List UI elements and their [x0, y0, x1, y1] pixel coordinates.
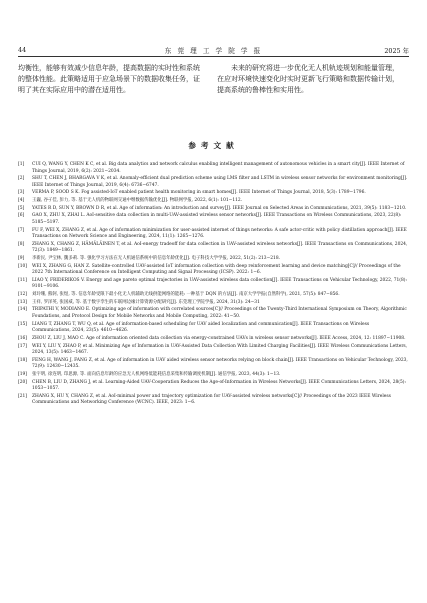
reference-number: [6] [18, 213, 25, 219]
reference-text: FU F, WEI X, ZHANG Z, et al. Age of information minimization for user-assisted internet of things networks: A safe actor-critic with policy distillation approach[J]. IEEE Transactions on Network Science and Engineering, 2024, 11(1): 1265−1276. [32, 227, 407, 240]
reference-number: [3] [18, 190, 25, 196]
reference-text: WEI Y, LIU Y, ZHAO P, et al. Minimizing Age of Information in UAV-Assisted Data Collection With Limited Charging Facilities[J]. IEEE Wireless Communications Letters, 2024, 13(5): 1463−1467. [32, 343, 408, 355]
reference-number: [20] [18, 379, 28, 385]
reference-text: CHEN B, LIU D, ZHANG J, et al. Learning-Aided UAV-Cooperation Reduces the Age-of-Information in Wireless Networks[J]. IEEE Communications Letters, 2024, 28(5): 1053−1057. [32, 379, 406, 392]
reference-text: 刘玲珊, 熊轲, 张煜, 等. 信息年龄受限下最小化无人机辅助无线供能网络的能耗: 一种基于 DQN 的方法[J]. 南京大学学报(自然科学), 2021, 57(5): 847−856. [32, 292, 340, 298]
reference-item [18, 264, 409, 277]
reference-number: [17] [18, 343, 28, 349]
reference-item [18, 372, 409, 379]
reference-item [18, 380, 409, 393]
body-text-right: 未来的研究将进一步优化无人机轨迹规划和能量管理，在应对环境快速变化时实时更新飞行策略和数据传输计划，提高系统的鲁棒性和实用性。 [217, 64, 399, 94]
reference-item [18, 162, 409, 175]
page-number: 44 [18, 46, 27, 54]
reference-item [18, 228, 409, 241]
reference-item [18, 198, 409, 205]
reference-number: [8] [18, 241, 25, 247]
reference-item [18, 322, 409, 335]
reference-number: [19] [18, 371, 28, 377]
reference-text: WEI X, ZHANG G, HAN Z. Satellite-controlled UAV-assisted IoT information collection with deep reinforcement learning and device matching[C]// Proceedings of the 2022 7th International Conference on Intelligent Computing and Signal Processing (ICSP). 2022: 1−6. [32, 263, 401, 276]
journal-title: 东 莞 理 工 学 院 学 报 [164, 47, 263, 55]
reference-item [18, 256, 409, 263]
reference-number: [5] [18, 205, 25, 211]
reference-text: 张宇明, 徐连明, 印思源, 等. 面向信息年龄的应急无人机网络低能耗信息采集和传输调度机制[J]. 通信学报, 2023, 44(3): 1−13. [32, 371, 281, 377]
reference-item [18, 394, 409, 407]
reference-text: 王祥, 罗泽英, 张国威, 等. 基于数字孪生的车联网边缘计算资源分配研究[J]. 东莞理工学院学报, 2024, 31(3): 24−31 [32, 299, 260, 305]
reference-text: 王巍, 谷孑佳, 彭力, 等. 基于无人机的物联网交通中继数据传输优化[J]. 物联网学报, 2022, 6(1): 101−112. [32, 198, 243, 204]
reference-text: ZHANG X, HU Y, CHANG Z, et al. AoI-minimal power and trajectory optimization for UAV-assisted wireless networks[C]// Proceedings of the 2023 IEEE Wireless Communications and Networking Conference (WCNC). IEEE, 2023: 1−6. [32, 393, 391, 406]
page-header [18, 44, 409, 57]
reference-item [18, 358, 409, 371]
reference-text: LIANG T, ZHANG T, WU Q, et al. Age of information-based scheduling for UAV aided localization and communication[J]. IEEE Transactions on Wireless Communications, 2024, 23(5): 4610−4626. [32, 321, 370, 334]
reference-item [18, 176, 409, 189]
reference-text: ZHOU Z, LIU J, MAO C. Age of information oriented data collection via energy-constrained UAVs in wireless sensor networks[J]. IEEE Access, 2024, 12: 11897−11908. [32, 335, 406, 341]
reference-item [18, 190, 409, 197]
reference-list [18, 162, 409, 408]
reference-number: [7] [18, 227, 25, 233]
reference-number: [12] [18, 292, 28, 298]
reference-number: [13] [18, 299, 28, 305]
reference-number: [2] [18, 176, 25, 182]
reference-text: ZHANG X, CHANG Z, HÄMÄLÄINEN T, et al. AoI-energy tradeoff for data collection in UAV-assisted wireless networks[J]. IEEE Transactions on Communications, 2024, 72(3): 1849−1861. [32, 241, 408, 254]
reference-text: 李新民, 尹宝林, 魏多莉. 等. 强化学习方法在无人机通信系统中的信息年龄优化[J]. 电子科技大学学报, 2022, 51(2): 213−218. [32, 256, 281, 261]
reference-text: GAO X, ZHU X, ZHAI L. AoI-sensitive data collection in multi-UAV-assisted wireless sensor networks[J]. IEEE Transactions on Wireless Communications, 2023, 22(8): 5185−5197. [32, 213, 402, 225]
body-columns [18, 63, 409, 115]
body-text-left: 均衡性，能够有效减少信息年龄，提高数据的实时性和系统的整体性能。此策略适用于应急场景下的数据收集任务，证明了其在实际应用中的潜在适用性。 [18, 64, 200, 94]
reference-number: [11] [18, 277, 28, 283]
reference-item [18, 300, 409, 307]
reference-item [18, 292, 409, 299]
references-heading: 参考文献 [188, 141, 239, 150]
publication-year: 2025 年 [384, 47, 409, 55]
reference-number: [18] [18, 357, 28, 363]
reference-text: VERMA P, SOOD S K. Fog assisted-IoT enabled patient health monitoring in smart homes[J]. IEEE Internet of Things Journal, 2018, 5(3): 1789−1796. [32, 190, 366, 196]
reference-text: TRIPATHI V, MODIANO E. Optimizing age of information with correlated sources[C]// Proceedings of the Twenty-Third International Symposium on Theory, Algorithmic Foundations, and Protocol Design for Mobile Networks and Mobile Computing, 2022: 41−50. [32, 307, 407, 319]
reference-item [18, 344, 409, 357]
reference-text: FENG H, WANG J, FANG Z, et al. Age of information in UAV aided wireless sensor networks relying on block chain[J]. IEEE Transactions on Vehicular Technology, 2023, 72(9): 12430−12435. [32, 357, 408, 370]
reference-number: [21] [18, 393, 28, 399]
reference-item [18, 336, 409, 343]
reference-number: [10] [18, 263, 28, 269]
reference-text: CUI Q, WANG Y, CHEN K C, et al. Big data analytics and network calculus enabling intelligent management of autonomous vehicles in a smart city[J]. IEEE Internet of Things Journal, 2019, 6(2): 2021−2034. [32, 162, 405, 174]
reference-number: [15] [18, 321, 28, 327]
reference-item [18, 307, 409, 320]
reference-number: [16] [18, 335, 28, 341]
reference-item [18, 206, 409, 213]
reference-number: [14] [18, 307, 28, 313]
reference-item [18, 278, 409, 291]
reference-item [18, 242, 409, 255]
reference-number: [4] [18, 198, 25, 204]
reference-item [18, 213, 409, 226]
reference-text: LIAO Y, FRIDERIKOS V. Energy and age pareto optimal trajectories in UAV-assisted wireless data collection[J]. IEEE Transactions on Vehicular Technology, 2022, 71(8): 9101−9106. [32, 277, 407, 290]
reference-number: [1] [18, 162, 25, 167]
reference-text: SHU T, CHEN J, BHARGAVA V K, et al. Anomaly-efficient dual prediction scheme using LMS filter and LSTM in wireless sensor networks for environment monitoring[J]. IEEE Internet of Things Journal, 2019, 6(4): 6736−6747. [32, 176, 408, 188]
reference-text: YATES R D, SUN Y, BROWN D R, et al. Age of information: An introduction and survey[J]. IEEE Journal on Selected Areas in Communications, 2021, 39(5): 1183−1210. [32, 205, 407, 211]
reference-number: [9] [18, 256, 25, 261]
